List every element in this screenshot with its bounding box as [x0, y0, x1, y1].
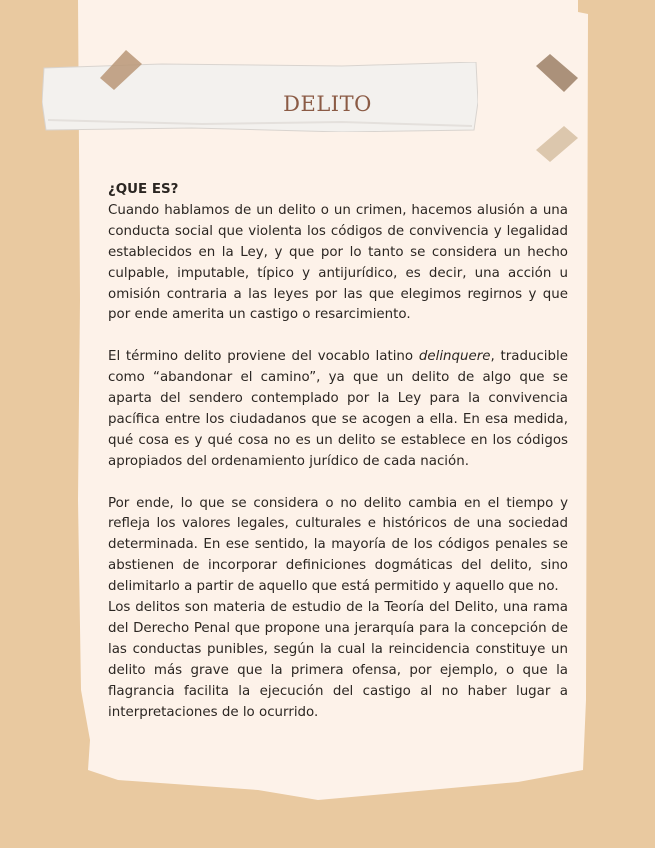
paragraph-1: Cuando hablamos de un delito o un crimen, hacemos alusión a una conducta social que violenta los códigos de convivencia y legalidad establecidos en la Ley, y que por lo tanto se considera un hecho culpable, imputable, típico y antijurídico, es decir, una acción u omisión contraria a las leyes por las que elegimos regirnos y que por ende amerita un castigo o resarcimiento. — [108, 202, 568, 323]
paragraph-2 — [108, 347, 568, 472]
tape-top-left — [96, 48, 144, 92]
paragraph-2-start: El término delito proviene del vocablo latino — [108, 349, 419, 365]
paragraph-4: Los delitos son materia de estudio de la Teoría del Delito, una rama del Derecho Penal que propone una jerarquía para la concepción de las conductas punibles, según la cual la reincidencia constituye un delito más grave que la primera ofensa, por ejemplo, o que la flagrancia facilita la ejecución del castigo al no haber lugar a interpretaciones de lo ocurrido. — [108, 600, 568, 720]
tape-top-right — [534, 52, 580, 94]
body-text — [108, 180, 568, 724]
page-title: DELITO — [283, 92, 372, 116]
paragraph-3: Por ende, lo que se considera o no delito cambia en el tiempo y refleja los valores legales, culturales e históricos de una sociedad determinada. En ese sentido, la mayoría de los códigos penales se abstienen de incorporar definiciones dogmáticas del delito, sino delimitarlo a partir de aquello que está permitido y aquello que no. — [108, 495, 568, 595]
section-heading: ¿QUE ES? — [108, 182, 179, 197]
tape-bottom-right — [534, 124, 580, 164]
paragraph-2-end: , traducible como “abandonar el camino”, ya que un delito de algo que se aparta del sendero contemplado por la Ley para la convivencia pacífica entre los ciudadanos que se acogen a ella. En esa medida, qué cosa es y qué cosa no es un delito se establece en los códigos apropiados del ordenamiento jurídico de cada nación. — [108, 349, 568, 469]
latin-term: delinquere — [418, 349, 491, 365]
